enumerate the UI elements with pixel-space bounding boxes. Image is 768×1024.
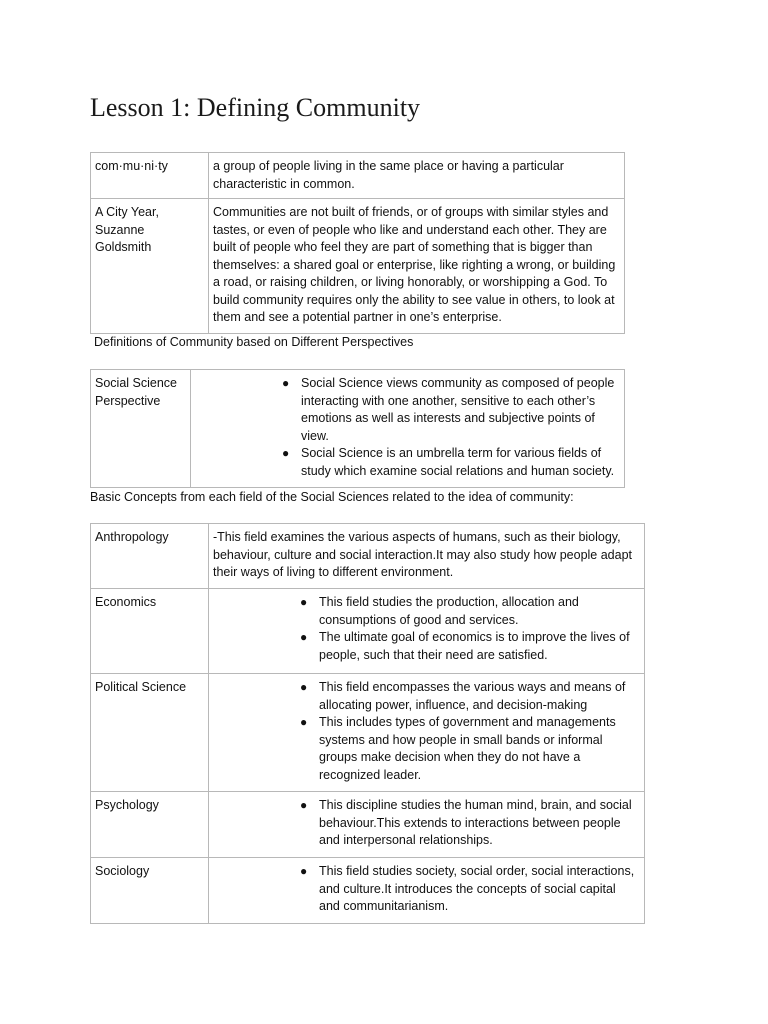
list-item: ● Social Science views community as composed of people interacting with one another, sensitive to each other’s emotions as well as interests and subjective points of view. bbox=[282, 376, 615, 443]
perspective-label: Social Science Perspective bbox=[91, 370, 191, 488]
list-item: ● Social Science is an umbrella term for various fields of study which examine social relations and human society. bbox=[282, 446, 615, 478]
term-cell: A City Year, Suzanne Goldsmith bbox=[91, 199, 209, 334]
field-bullets bbox=[209, 674, 645, 792]
bullet-icon: ● bbox=[300, 630, 308, 644]
table-row bbox=[91, 199, 625, 334]
list-item: ● This field studies the production, allocation and consumptions of good and services. bbox=[300, 595, 579, 627]
fields-table bbox=[90, 523, 645, 924]
field-name: Psychology bbox=[91, 792, 209, 858]
page-title: Lesson 1: Defining Community bbox=[90, 93, 421, 122]
field-name: Economics bbox=[91, 589, 209, 674]
bullet-icon: ● bbox=[282, 446, 290, 460]
definition-cell: a group of people living in the same place or having a particular characteristic in common. bbox=[209, 153, 625, 199]
table-row bbox=[91, 370, 625, 488]
list-item: ● This field encompasses the various ways and means of allocating power, influence, and decision-making bbox=[300, 680, 626, 712]
bullet-icon: ● bbox=[300, 864, 308, 878]
term-cell: com·mu·ni·ty bbox=[91, 153, 209, 199]
list-item: ● This field studies society, social order, social interactions, and culture.It introduces the concepts of social capital and communitarianism. bbox=[300, 864, 635, 913]
bullet-list bbox=[300, 797, 638, 850]
field-bullets bbox=[209, 858, 645, 924]
table-row bbox=[91, 589, 645, 674]
perspective-table bbox=[90, 369, 625, 488]
table-row bbox=[91, 792, 645, 858]
field-bullets bbox=[209, 792, 645, 858]
table-row bbox=[91, 674, 645, 792]
field-bullets bbox=[209, 589, 645, 674]
list-item: ● The ultimate goal of economics is to improve the lives of people, such that their need are satisfied. bbox=[300, 630, 630, 662]
field-name: Sociology bbox=[91, 858, 209, 924]
list-item: ● This includes types of government and managements systems and how people in small bands or informal groups make decision when they do not have a recognized leader. bbox=[300, 715, 616, 782]
bullet-icon: ● bbox=[300, 715, 308, 729]
table-row bbox=[91, 524, 645, 589]
bullet-list bbox=[282, 375, 618, 480]
bullet-list bbox=[300, 594, 638, 664]
bullet-icon: ● bbox=[300, 798, 308, 812]
bullet-icon: ● bbox=[282, 376, 290, 390]
field-description: -This field examines the various aspects of humans, such as their biology, behaviour, culture and social interaction.It may also study how people adapt their ways of living to different environment. bbox=[209, 524, 645, 589]
bullet-icon: ● bbox=[300, 595, 308, 609]
definition-cell: Communities are not built of friends, or of groups with similar styles and tastes, or even of people who like and understand each other. They are built of people who feel they are part of something that is bigger than themselves: a shared goal or enterprise, like righting a wrong, or building a road, or raising children, or living honorably, or worshipping a God. To build community requires only the ability to see value in others, to look at them and see a potential partner in one’s enterprise. bbox=[209, 199, 625, 334]
table-row bbox=[91, 153, 625, 199]
field-name: Political Science bbox=[91, 674, 209, 792]
list-item: ● This discipline studies the human mind, brain, and social behaviour.This extends to interactions between people and interpersonal relationships. bbox=[300, 798, 632, 847]
bullet-list bbox=[300, 863, 638, 916]
section-caption: Basic Concepts from each field of the Social Sciences related to the idea of community: bbox=[90, 490, 574, 504]
perspective-bullets bbox=[191, 370, 625, 488]
bullet-icon: ● bbox=[300, 680, 308, 694]
section-caption: Definitions of Community based on Different Perspectives bbox=[94, 335, 414, 349]
field-name: Anthropology bbox=[91, 524, 209, 589]
definition-table bbox=[90, 152, 625, 334]
bullet-list bbox=[300, 679, 638, 784]
table-row bbox=[91, 858, 645, 924]
